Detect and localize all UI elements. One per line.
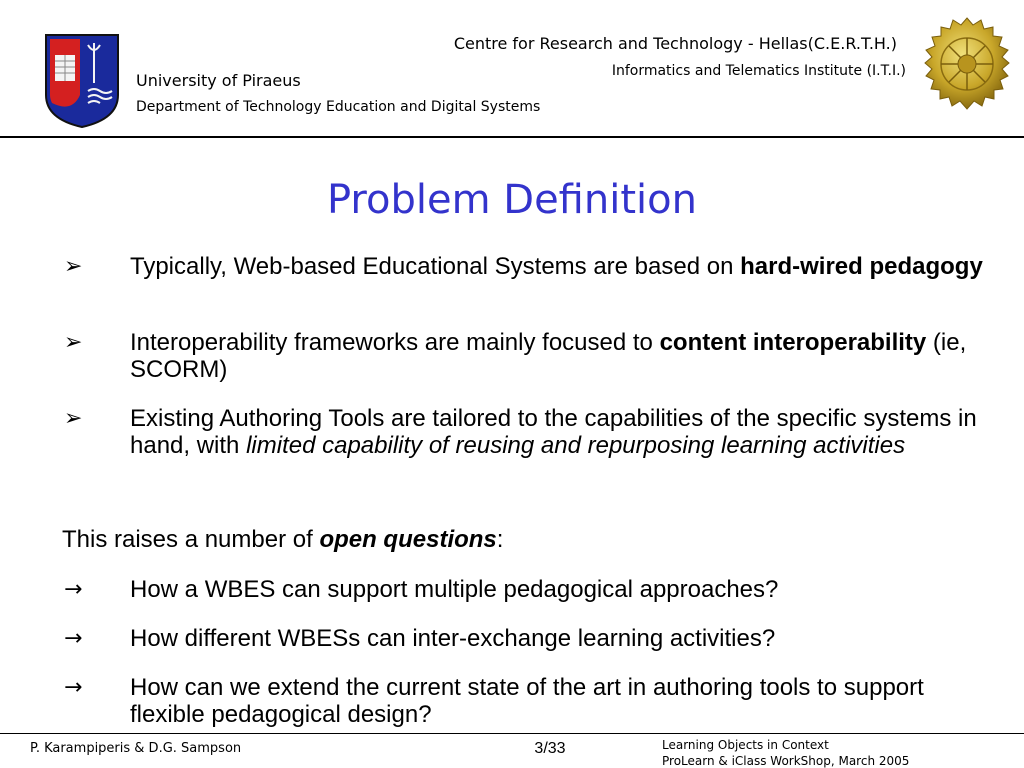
footer-divider [0, 733, 1024, 734]
iti-name: Informatics and Telematics Institute (I.T.I.) [611, 63, 906, 79]
footer-conference-event: ProLearn & iClass WorkShop, March 2005 [662, 754, 910, 768]
question-1: How a WBES can support multiple pedagogical approaches? [130, 576, 779, 603]
page-number: 3/33 [534, 740, 566, 757]
arrow-icon: → [64, 626, 83, 651]
bullet-marker: ➢ [64, 406, 83, 431]
question-2: How different WBESs can inter-exchange learning activities? [130, 625, 776, 652]
bullet-1: Typically, Web-based Educational Systems are based on hard-wired pedagogy [130, 253, 983, 280]
arrow-icon: → [64, 675, 83, 700]
bullet-marker: ➢ [64, 330, 83, 355]
header-divider [0, 136, 1024, 138]
certh-seal-logo [916, 16, 1018, 118]
question-3: How can we extend the current state of the art in authoring tools to support flexible pedagogical design? [130, 674, 924, 728]
department-name: Department of Technology Education and Digital Systems [136, 99, 541, 115]
open-questions-intro: This raises a number of open questions: [62, 526, 504, 553]
bullet-3: Existing Authoring Tools are tailored to the capabilities of the specific systems in hand, with limited capability of reusing and repurposing learning activities [130, 405, 977, 459]
certh-name: Centre for Research and Technology - Hellas(C.E.R.T.H.) [453, 34, 897, 53]
university-name: University of Piraeus [136, 71, 301, 90]
footer-conference-title: Learning Objects in Context [662, 738, 829, 752]
arrow-icon: → [64, 577, 83, 602]
university-of-piraeus-logo [42, 33, 122, 129]
bullet-marker: ➢ [64, 254, 83, 279]
footer-authors: P. Karampiperis & D.G. Sampson [30, 741, 242, 756]
slide-title: Problem Definition [327, 177, 697, 223]
bullet-2: Interoperability frameworks are mainly focused to content interoperability (ie, SCORM) [130, 329, 967, 383]
